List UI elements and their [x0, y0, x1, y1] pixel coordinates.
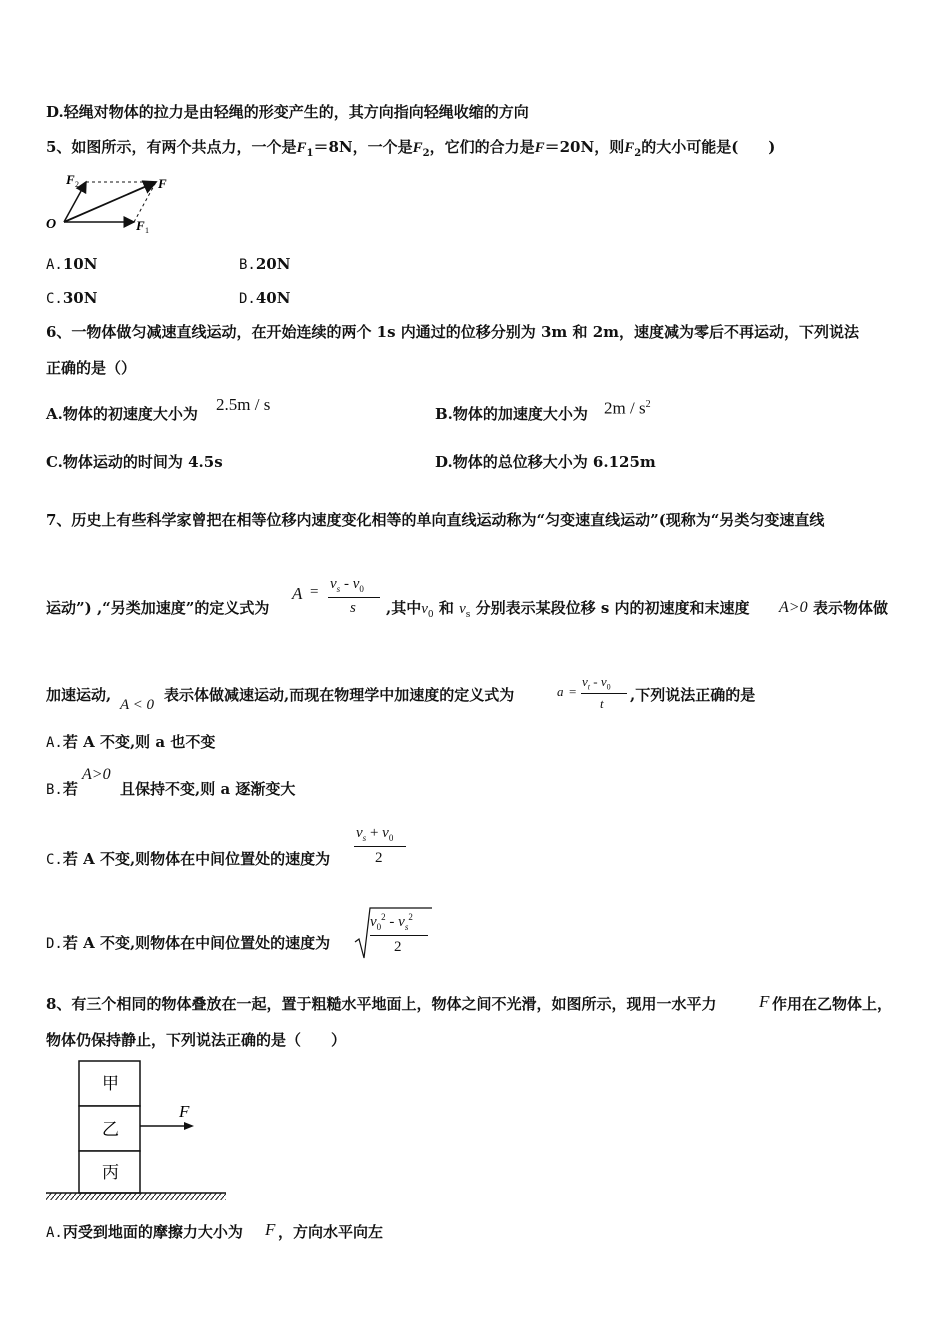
q7-option-b-text: 且保持不变,则 a 逐渐变大 [120, 780, 296, 798]
q5-option-b: B.20N [239, 255, 291, 273]
q5-option-a: A.10N [46, 255, 98, 273]
q6-option-c: C.物体运动的时间为 4.5s [46, 453, 223, 471]
q7-option-c-formula: $v_s + v_0$ 2 [354, 825, 410, 871]
q5-option-c-value: 30N [62, 289, 98, 307]
label-o: O [46, 217, 57, 232]
q7-def-num: $v_s - v_0$ [330, 576, 364, 594]
arrow-head-icon [184, 1122, 194, 1130]
q8-stacked-blocks-figure [44, 1058, 229, 1204]
q5-option-d-value: 40N [255, 289, 291, 307]
q5-f2-sub: 2 [422, 148, 430, 159]
q7-line2-d: 表示物体做 [813, 599, 889, 617]
q5-f1-sub: 1 [306, 148, 314, 159]
q6-option-a-value: 2.5m / s [216, 395, 271, 414]
q7-option-b-cond: A>0 [82, 766, 111, 783]
dashed-right [134, 182, 156, 222]
q7-def-den: s [350, 600, 356, 616]
q7-option-b: B.若 [46, 780, 78, 798]
q7-def-eq: = [310, 584, 319, 600]
q5-f1-value: ＝8N，一个是 [313, 138, 413, 156]
q5-stem-c: 的大小可能是( ) [641, 138, 776, 156]
label-top: 甲 [102, 1074, 119, 1094]
q5-f2b-sub: 2 [634, 148, 642, 159]
q8-option-a: A.丙受到地面的摩擦力大小为 [46, 1223, 243, 1241]
q7-accel-bar [581, 693, 627, 694]
q5-stem-a: 5、如图所示，有两个共点力，一个是 [46, 138, 297, 156]
q6-option-b: B.物体的加速度大小为 [435, 405, 588, 423]
q7-option-a: A.若 A 不变,则 a 也不变 [46, 733, 216, 751]
q5-force-parallelogram-figure [44, 168, 184, 238]
q7-option-d-bar [370, 935, 428, 936]
q5-f-value: ＝20N，则 [544, 138, 625, 156]
label-f1: F [136, 218, 145, 233]
q7-line3-b: 表示体做减速运动,而现在物理学中加速度的定义式为 [164, 686, 515, 704]
q8-line1-a: 8、有三个相同的物体叠放在一起，置于粗糙水平地面上，物体之间不光滑，如图所示，现用一水平力 [46, 995, 717, 1013]
q7-line3-c: ,下列说法正确的是 [630, 686, 756, 704]
q7-line2-a: 运动”) ,“另类加速度”的定义式为 [46, 599, 270, 617]
q5-f: F [534, 140, 545, 156]
q5-option-c: C.30N [46, 289, 98, 307]
ground-hatch [46, 1193, 226, 1200]
q6-option-a: A.物体的初速度大小为 [46, 405, 198, 423]
q7-accel-formula: a = $v_t - v_0$ t [557, 674, 629, 716]
q8-option-a-text-b: ，方向水平向左 [278, 1223, 384, 1241]
q5-f1: F [296, 140, 307, 156]
q8-line1-b: 作用在乙物体上， [772, 995, 893, 1013]
q7-line2-rest: ,其中$v_0$ 和 $v_s$ 分别表示某段位移 s 内的初速度和末速度 [386, 599, 750, 620]
q7-cond1: A>0 [779, 599, 808, 616]
q8-line2: 物体仍保持静止，下列说法正确的是（ ） [46, 1031, 347, 1049]
q8-force: F [759, 992, 770, 1011]
q5-option-a-value: 10N [62, 255, 98, 273]
q7-option-d-formula: $v_0^2 - v_s^2$ 2 [354, 904, 434, 960]
q7-option-c-num: $v_s + v_0$ [356, 825, 394, 843]
q5-option-d: D.40N [239, 289, 291, 307]
label-f2: F [66, 172, 75, 187]
q5-f2b: F [624, 140, 635, 156]
q4-option-d: D.轻绳对物体的拉力是由轻绳的形变产生的，其方向指向轻绳收缩的方向 [46, 103, 529, 121]
q5-stem-b: ，它们的合力是 [429, 138, 535, 156]
q7-def-formula [292, 576, 387, 622]
label-f1-sub: 1 [145, 226, 149, 235]
q6-option-b-sup: 2 [645, 399, 651, 410]
q6-stem-line1: 6、一物体做匀减速直线运动，在开始连续的两个 1s 内通过的位移分别为 3m 和 2m，速度减为零后不再运动，下列说法 [46, 323, 860, 341]
q8-option-a-force: F [265, 1220, 276, 1239]
q6-option-b-value: $2m / s^2$ [604, 398, 651, 418]
q7-accel-num: $v_t - v_0$ [582, 674, 611, 692]
q6-option-d: D.物体的总位移大小为 6.125m [435, 453, 656, 471]
q7-option-c: C.若 A 不变,则物体在中间位置处的速度为 [46, 850, 331, 868]
q5-f2: F [412, 140, 423, 156]
q5-stem [46, 137, 775, 164]
label-f: F [158, 176, 167, 191]
q7-option-c-bar [354, 846, 406, 847]
label-bottom: 丙 [102, 1163, 119, 1183]
q7-line1: 7、历史上有些科学家曾把在相等位移内速度变化相等的单向直线运动称为“匀变速直线运动”(现称为“另类匀变速直线 [46, 511, 825, 529]
q7-def-lhs: A [292, 584, 303, 603]
label-force: F [179, 1102, 190, 1121]
q5-option-b-value: 20N [255, 255, 291, 273]
q7-def-bar [328, 597, 380, 598]
label-f2-sub: 2 [75, 180, 79, 189]
label-middle: 乙 [102, 1120, 119, 1140]
q7-line3-a: 加速运动, [46, 686, 112, 704]
q7-cond2: A < 0 [120, 697, 155, 713]
q7-option-d: D.若 A 不变,则物体在中间位置处的速度为 [46, 934, 331, 952]
q7-option-d-num: $v_0^2 - v_s^2$ [370, 912, 413, 932]
q6-stem-line2: 正确的是（） [46, 359, 137, 377]
